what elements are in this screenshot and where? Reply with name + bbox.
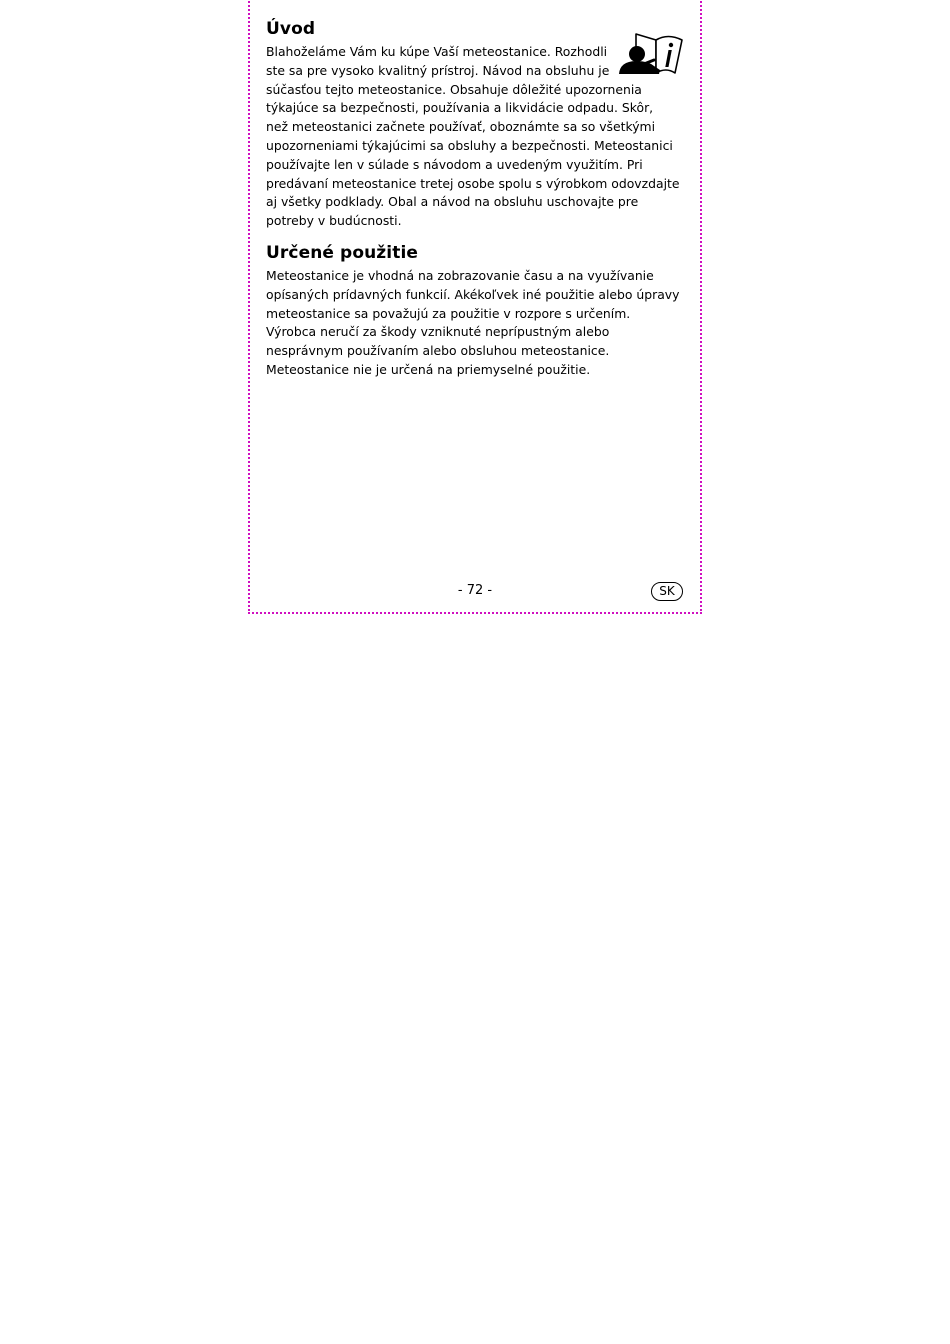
text-line: Meteostanice nie je určená na priemyselné použitie. — [266, 361, 591, 377]
text-line: používajte len v súlade s návodom a uvedeným využitím. Pri — [266, 156, 643, 172]
text-line: aj všetky podklady. Obal a návod na obsluhu uschovajte pre — [266, 194, 639, 210]
section-heading-uvod: Úvod — [266, 19, 316, 39]
section-heading-urcene-pouzitie: Určené použitie — [266, 243, 419, 263]
text-line: Meteostanice je vhodná na zobrazovanie času a na využívanie — [266, 268, 654, 283]
text-line: nesprávnym používaním alebo obsluhou meteostanice. — [266, 343, 610, 359]
text-line: predávaní meteostanice tretej osobe spolu s výrobkom odovzdajte — [266, 175, 680, 191]
text-line: než meteostanici začnete používať, oboznámte sa so všetkými — [266, 119, 656, 135]
page-number: - 72 - — [457, 583, 493, 598]
text-line: meteostanice sa považujú za použitie v rozpore s určením. — [266, 305, 631, 321]
text-line: Výrobca neručí za škody vzniknuté neprípustným alebo — [266, 324, 610, 340]
text-line: potreby v budúcnosti. — [266, 213, 402, 229]
text-line: týkajúce sa bezpečnosti, používania a likvidácie odpadu. Skôr, — [266, 100, 654, 116]
text-line: ste sa pre vysoko kvalitný prístroj. Návod na obsluhu je — [266, 62, 610, 78]
text-line: upozorneniami týkajúcimi sa obsluhy a bezpečnosti. Meteostanici — [266, 137, 673, 153]
text-line: Blahoželáme Vám ku kúpe Vaší meteostanice. Rozhodli — [266, 44, 608, 59]
section-paragraph-uvod — [266, 43, 680, 231]
section-paragraph-urcene-pouzitie — [266, 267, 679, 380]
text-line: opísaných prídavných funkcií. Akékoľvek iné použitie alebo úpravy — [266, 286, 680, 302]
language-badge: SK — [651, 582, 683, 601]
text-line: súčasťou tejto meteostanice. Obsahuje dôležité upozornenia — [266, 81, 642, 97]
